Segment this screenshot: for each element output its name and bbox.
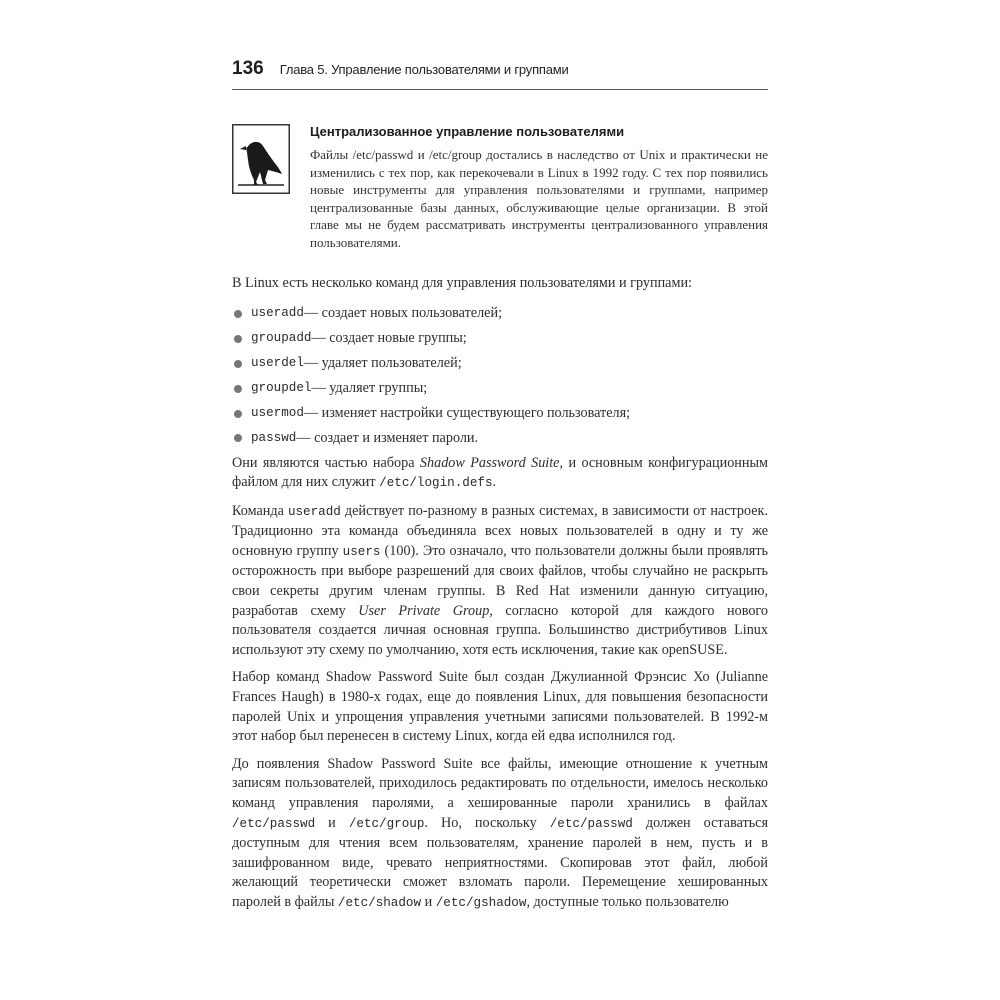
file-path: /etc/group — [348, 816, 425, 831]
note-box — [232, 124, 768, 252]
note-body — [310, 124, 768, 252]
command-list — [232, 304, 768, 448]
command-name: userdel — [251, 355, 304, 370]
text-run: . — [492, 474, 497, 491]
list-item — [232, 329, 768, 349]
group-name: users — [342, 544, 381, 559]
file-path: /etc/passwd — [549, 816, 633, 831]
text-run: , доступные только пользователю — [526, 893, 729, 910]
text-run: Они являются частью набора — [232, 454, 420, 471]
command-name: groupadd — [251, 331, 312, 346]
text-run: Команда — [232, 502, 288, 519]
text-run: действует по-разному в разных системах, в зависимости от настроек. Традиционно эта команда объединяла всех новых пользователей в одну и ту же основную группу — [232, 502, 768, 559]
bullet-icon — [234, 385, 242, 393]
bullet-icon — [234, 360, 242, 368]
file-path: /etc/gshadow — [435, 895, 527, 910]
note-text: Файлы /etc/passwd и /etc/group достались в наследство от Unix и практически не изменились с тех пор, как перекочевали в Linux в 1992 году. С тех пор появились новые инструменты для управления пользователями и группами, например централизованные базы данных, обслуживающие целые организации. В этой главе мы не будем рассматривать инструменты централизованного управления пользователями. — [310, 147, 768, 250]
command-name: groupdel — [251, 380, 312, 395]
page-header — [232, 58, 768, 90]
paragraph-shadow-suite — [232, 454, 768, 494]
command-name: passwd — [251, 430, 297, 445]
list-item — [232, 379, 768, 399]
list-item — [232, 304, 768, 324]
book-page — [232, 58, 768, 914]
text-run: До появления Shadow Password Suite все файлы, имеющие отношение к учетным записям пользователей, приходилось редактировать по отдельности, имелось несколько команд управления паролями, а хешированные пароли хранились в файлах — [232, 755, 768, 811]
paragraph-useradd — [232, 502, 768, 661]
text-run: и — [421, 893, 436, 910]
italic-term: Shadow Password Suite — [419, 454, 560, 471]
list-item — [232, 354, 768, 374]
list-item — [232, 404, 768, 424]
italic-term: User Private Group — [358, 602, 490, 619]
paragraph-history: Набор команд Shadow Password Suite был создан Джулианной Фрэнсис Хо (Julianne Frances Haugh) в 1980-х годах, еще до появления Linux, для повышения безопасности паролей Unix и упрощения управления учетными записями пользователей. В 1992-м этот набор был перенесен в систему Linux, когда ей едва исполнился год. — [232, 669, 768, 745]
command-desc: — создает и изменяет пароли. — [296, 429, 479, 446]
crow-icon — [232, 124, 290, 194]
intro-paragraph: В Linux есть несколько команд для управления пользователями и группами: — [232, 274, 692, 291]
command-desc: — удаляет группы; — [311, 379, 428, 396]
file-path: /etc/login.defs — [379, 476, 493, 491]
command-name: useradd — [287, 504, 341, 519]
bullet-icon — [234, 434, 242, 442]
command-desc: — создает новые группы; — [311, 330, 467, 347]
list-item — [232, 429, 768, 449]
note-title: Централизованное управление пользователями — [310, 124, 625, 139]
command-desc: — удаляет пользователей; — [303, 354, 462, 371]
command-name: useradd — [251, 306, 304, 321]
command-desc: — изменяет настройки существующего пользователя; — [303, 404, 631, 421]
file-path: /etc/shadow — [337, 895, 422, 910]
chapter-title: Глава 5. Управление пользователями и группами — [279, 62, 569, 77]
file-path: /etc/passwd — [232, 816, 316, 831]
paragraph-files — [232, 755, 768, 914]
text-run: должен оставаться доступным для чтения всем пользователям, хранение паролей в нем, пусть и в зашифрованном виде, чревато неприятностями. Скопировав этот файл, любой желающий теоретически сможет взломать пароли. Перемещение хешированных паролей в файлы — [232, 814, 769, 910]
text-run: , и основным конфигурационным файлом для них служит — [232, 454, 769, 491]
text-run: . Но, поскольку — [424, 814, 550, 831]
command-name: usermod — [251, 405, 304, 420]
page-number: 136 — [232, 58, 264, 79]
bullet-icon — [234, 410, 242, 418]
text-run: и — [315, 814, 349, 831]
bullet-icon — [234, 335, 242, 343]
text-run: , согласно которой для каждого нового пользователя создается личная основная группа. Большинство дистрибутивов Linux используют эту схему по умолчанию, хотя есть исключения, такие как openSUSE. — [232, 602, 768, 658]
command-desc: — создает новых пользователей; — [303, 305, 503, 322]
text-run: (100). Это означало, что пользователи должны были проявлять осторожность при выборе разрешений для своих файлов, чтобы случайно не раскрыть свои секреты другим членам группы. В Red Hat изменили данную ситуацию, разработав схему — [232, 542, 768, 619]
bullet-icon — [234, 310, 242, 318]
